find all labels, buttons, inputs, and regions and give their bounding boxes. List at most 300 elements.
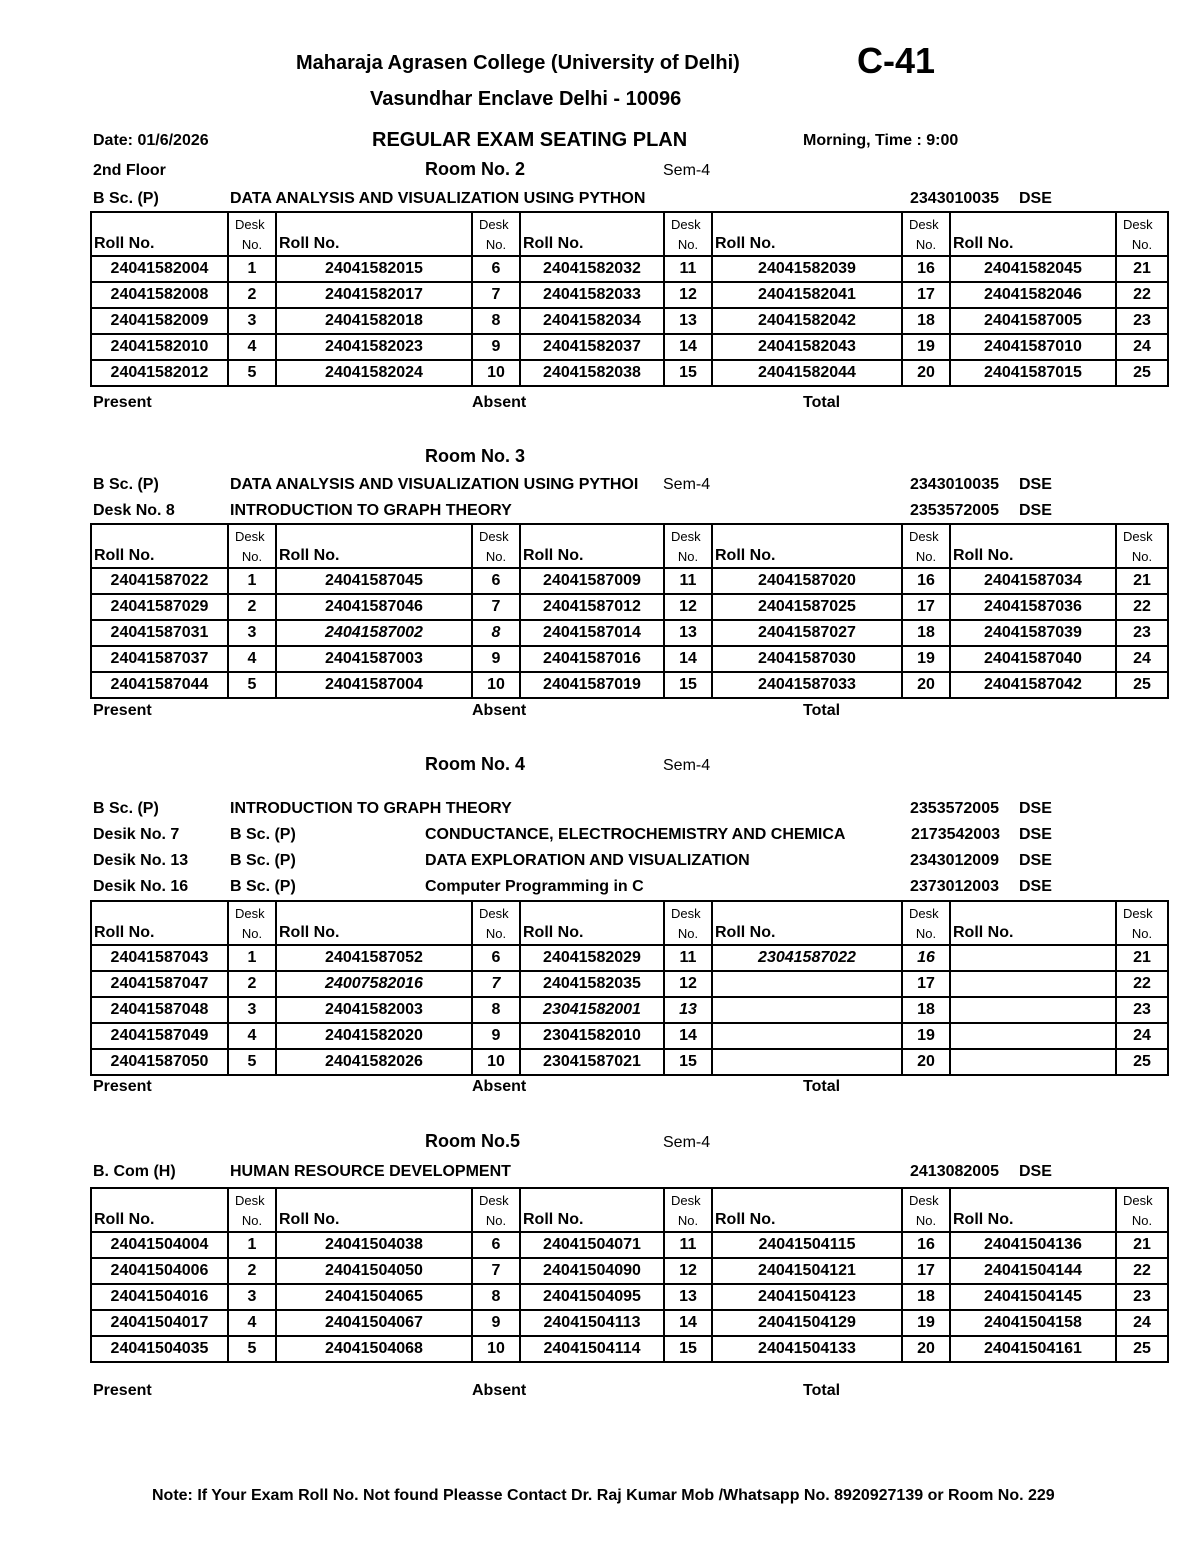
desk-number-cell: 1 bbox=[228, 568, 276, 594]
desk-number-cell: 2 bbox=[228, 594, 276, 620]
table-row bbox=[91, 308, 1168, 334]
roll-number-cell: 24041587029 bbox=[91, 594, 228, 620]
desk-number-cell: 10 bbox=[472, 360, 520, 386]
roll-number-cell bbox=[712, 1049, 902, 1075]
roll-number-cell: 24041587002 bbox=[276, 620, 472, 646]
course-program: B Sc. (P) bbox=[93, 476, 159, 493]
desk-number-cell: 6 bbox=[472, 1232, 520, 1258]
course-code: 2173542003 bbox=[911, 826, 1000, 843]
desk-header-bottom: No. bbox=[677, 926, 699, 941]
desk-header-bottom: No. bbox=[915, 926, 937, 941]
roll-number-cell: 24041587003 bbox=[276, 646, 472, 672]
desk-no-header bbox=[228, 901, 276, 945]
desk-number-cell: 18 bbox=[902, 1284, 950, 1310]
seating-table bbox=[90, 211, 1169, 387]
roll-number-cell: 24041587034 bbox=[950, 568, 1116, 594]
roll-number-cell: 24041587031 bbox=[91, 620, 228, 646]
desk-number-cell: 22 bbox=[1116, 971, 1168, 997]
desk-number-cell: 13 bbox=[664, 620, 712, 646]
table-row bbox=[91, 997, 1168, 1023]
desk-number-cell: 19 bbox=[902, 1023, 950, 1049]
roll-number-cell: 24041582045 bbox=[950, 256, 1116, 282]
roll-number-cell: 24041504071 bbox=[520, 1232, 664, 1258]
course-code: 2343010035 bbox=[910, 476, 999, 493]
semester-label: Sem-4 bbox=[663, 757, 711, 774]
present-label: Present bbox=[93, 394, 152, 411]
desk-number-cell: 14 bbox=[664, 646, 712, 672]
roll-number-cell: 24041582039 bbox=[712, 256, 902, 282]
desk-no-header bbox=[472, 524, 520, 568]
total-label: Total bbox=[803, 394, 841, 411]
roll-number-cell: 24041504068 bbox=[276, 1336, 472, 1362]
course-code: 2353572005 bbox=[910, 502, 999, 519]
course-title: Computer Programming in C bbox=[425, 878, 644, 895]
table-row bbox=[91, 620, 1168, 646]
desk-number-cell: 20 bbox=[902, 1049, 950, 1075]
course-desk: Desik No. 16 bbox=[93, 878, 189, 895]
course-type: DSE bbox=[1019, 800, 1052, 817]
roll-number-cell: 24041587046 bbox=[276, 594, 472, 620]
desk-number-cell: 15 bbox=[664, 672, 712, 698]
desk-number-cell: 7 bbox=[472, 1258, 520, 1284]
desk-number-cell: 7 bbox=[472, 971, 520, 997]
desk-header-top: Desk bbox=[1123, 217, 1153, 232]
roll-number-cell: 24041504004 bbox=[91, 1232, 228, 1258]
course-program: B Sc. (P) bbox=[93, 190, 159, 207]
roll-number-cell: 23041587022 bbox=[712, 945, 902, 971]
roll-no-header: Roll No. bbox=[91, 901, 228, 945]
desk-header-top: Desk bbox=[909, 529, 939, 544]
roll-number-cell: 24041582029 bbox=[520, 945, 664, 971]
desk-number-cell: 8 bbox=[472, 1284, 520, 1310]
desk-no-header bbox=[228, 524, 276, 568]
course-program: B Sc. (P) bbox=[230, 826, 296, 843]
desk-number-cell: 25 bbox=[1116, 1049, 1168, 1075]
roll-number-cell: 24041582042 bbox=[712, 308, 902, 334]
course-type: DSE bbox=[1019, 826, 1052, 843]
desk-no-header bbox=[902, 901, 950, 945]
desk-number-cell: 18 bbox=[902, 308, 950, 334]
desk-no-header bbox=[472, 1188, 520, 1232]
desk-number-cell: 23 bbox=[1116, 997, 1168, 1023]
seating-table bbox=[90, 1187, 1169, 1363]
roll-number-cell: 24007582016 bbox=[276, 971, 472, 997]
desk-number-cell: 16 bbox=[902, 1232, 950, 1258]
desk-number-cell: 8 bbox=[472, 997, 520, 1023]
desk-number-cell: 11 bbox=[664, 1232, 712, 1258]
roll-number-cell: 24041587022 bbox=[91, 568, 228, 594]
desk-number-cell: 8 bbox=[472, 620, 520, 646]
plan-title: REGULAR EXAM SEATING PLAN bbox=[372, 129, 688, 151]
desk-number-cell: 1 bbox=[228, 1232, 276, 1258]
desk-header-bottom: No. bbox=[1131, 1213, 1153, 1228]
roll-no-header: Roll No. bbox=[712, 901, 902, 945]
desk-header-bottom: No. bbox=[915, 1213, 937, 1228]
course-type: DSE bbox=[1019, 502, 1052, 519]
desk-header-top: Desk bbox=[235, 217, 265, 232]
centre-code: C-41 bbox=[857, 40, 936, 81]
desk-number-cell: 16 bbox=[902, 945, 950, 971]
roll-number-cell: 23041582001 bbox=[520, 997, 664, 1023]
table-row bbox=[91, 945, 1168, 971]
roll-number-cell: 24041504158 bbox=[950, 1310, 1116, 1336]
desk-number-cell: 20 bbox=[902, 1336, 950, 1362]
roll-number-cell: 24041504017 bbox=[91, 1310, 228, 1336]
roll-number-cell bbox=[712, 997, 902, 1023]
desk-number-cell: 12 bbox=[664, 1258, 712, 1284]
roll-no-header: Roll No. bbox=[712, 1188, 902, 1232]
course-title: DATA ANALYSIS AND VISUALIZATION USING PYTHOI bbox=[230, 476, 639, 493]
roll-number-cell: 24041587049 bbox=[91, 1023, 228, 1049]
desk-number-cell: 24 bbox=[1116, 1310, 1168, 1336]
desk-number-cell: 5 bbox=[228, 672, 276, 698]
course-type: DSE bbox=[1019, 852, 1052, 869]
roll-number-cell: 24041582010 bbox=[91, 334, 228, 360]
desk-header-top: Desk bbox=[479, 906, 509, 921]
desk-number-cell: 2 bbox=[228, 971, 276, 997]
roll-number-cell: 24041582041 bbox=[712, 282, 902, 308]
roll-number-cell: 24041587042 bbox=[950, 672, 1116, 698]
desk-no-header bbox=[228, 1188, 276, 1232]
roll-number-cell: 24041504145 bbox=[950, 1284, 1116, 1310]
roll-number-cell bbox=[950, 971, 1116, 997]
course-title: INTRODUCTION TO GRAPH THEORY bbox=[230, 502, 512, 519]
desk-header-bottom: No. bbox=[677, 549, 699, 564]
roll-number-cell: 24041582038 bbox=[520, 360, 664, 386]
roll-number-cell: 24041587045 bbox=[276, 568, 472, 594]
roll-number-cell: 24041504050 bbox=[276, 1258, 472, 1284]
desk-no-header bbox=[902, 1188, 950, 1232]
roll-no-header: Roll No. bbox=[950, 524, 1116, 568]
desk-number-cell: 24 bbox=[1116, 334, 1168, 360]
roll-number-cell: 24041587020 bbox=[712, 568, 902, 594]
table-row bbox=[91, 256, 1168, 282]
desk-header-top: Desk bbox=[909, 906, 939, 921]
course-code: 2413082005 bbox=[910, 1163, 999, 1180]
roll-number-cell: 24041587047 bbox=[91, 971, 228, 997]
roll-number-cell: 24041587036 bbox=[950, 594, 1116, 620]
course-desk: Desik No. 7 bbox=[93, 826, 180, 843]
roll-number-cell: 24041504144 bbox=[950, 1258, 1116, 1284]
roll-number-cell: 24041587040 bbox=[950, 646, 1116, 672]
desk-number-cell: 15 bbox=[664, 360, 712, 386]
desk-number-cell: 13 bbox=[664, 1284, 712, 1310]
table-row bbox=[91, 334, 1168, 360]
roll-number-cell: 24041582043 bbox=[712, 334, 902, 360]
roll-no-header: Roll No. bbox=[712, 212, 902, 256]
desk-number-cell: 25 bbox=[1116, 672, 1168, 698]
desk-number-cell: 13 bbox=[664, 997, 712, 1023]
course-type: DSE bbox=[1019, 476, 1052, 493]
room-title: Room No. 4 bbox=[425, 754, 526, 774]
desk-header-top: Desk bbox=[1123, 529, 1153, 544]
desk-number-cell: 12 bbox=[664, 594, 712, 620]
roll-no-header: Roll No. bbox=[950, 1188, 1116, 1232]
course-code: 2343010035 bbox=[910, 190, 999, 207]
table-row bbox=[91, 1232, 1168, 1258]
course-title: CONDUCTANCE, ELECTROCHEMISTRY AND CHEMICA bbox=[425, 826, 846, 843]
desk-number-cell: 18 bbox=[902, 997, 950, 1023]
desk-number-cell: 18 bbox=[902, 620, 950, 646]
desk-no-header bbox=[664, 212, 712, 256]
roll-no-header: Roll No. bbox=[276, 901, 472, 945]
session-time: Morning, Time : 9:00 bbox=[803, 132, 959, 149]
desk-header-bottom: No. bbox=[241, 237, 263, 252]
roll-number-cell: 24041587016 bbox=[520, 646, 664, 672]
course-title: DATA EXPLORATION AND VISUALIZATION bbox=[425, 852, 750, 869]
desk-number-cell: 17 bbox=[902, 971, 950, 997]
roll-number-cell: 24041582024 bbox=[276, 360, 472, 386]
desk-number-cell: 2 bbox=[228, 1258, 276, 1284]
roll-number-cell: 24041582008 bbox=[91, 282, 228, 308]
desk-header-top: Desk bbox=[909, 1193, 939, 1208]
desk-number-cell: 10 bbox=[472, 1336, 520, 1362]
semester-label: Sem-4 bbox=[663, 1134, 711, 1151]
desk-number-cell: 15 bbox=[664, 1336, 712, 1362]
roll-number-cell: 24041587043 bbox=[91, 945, 228, 971]
college-name: Maharaja Agrasen College (University of Delhi) bbox=[296, 52, 740, 74]
desk-number-cell: 15 bbox=[664, 1049, 712, 1075]
desk-number-cell: 7 bbox=[472, 594, 520, 620]
desk-number-cell: 20 bbox=[902, 360, 950, 386]
desk-number-cell: 14 bbox=[664, 334, 712, 360]
desk-no-header bbox=[664, 524, 712, 568]
desk-number-cell: 4 bbox=[228, 334, 276, 360]
roll-number-cell: 24041587030 bbox=[712, 646, 902, 672]
desk-number-cell: 22 bbox=[1116, 1258, 1168, 1284]
roll-number-cell: 24041582015 bbox=[276, 256, 472, 282]
desk-header-top: Desk bbox=[671, 217, 701, 232]
roll-number-cell: 24041504065 bbox=[276, 1284, 472, 1310]
roll-number-cell bbox=[950, 945, 1116, 971]
desk-number-cell: 1 bbox=[228, 256, 276, 282]
contact-note: Note: If Your Exam Roll No. Not found Pleasse Contact Dr. Raj Kumar Mob /Whatsapp No. 8920927139 or Room No. 229 bbox=[152, 1487, 1055, 1504]
desk-number-cell: 9 bbox=[472, 334, 520, 360]
roll-number-cell: 24041582020 bbox=[276, 1023, 472, 1049]
desk-header-top: Desk bbox=[909, 217, 939, 232]
roll-number-cell: 24041587009 bbox=[520, 568, 664, 594]
table-row bbox=[91, 1023, 1168, 1049]
course-program: B Sc. (P) bbox=[230, 878, 296, 895]
roll-number-cell: 24041582037 bbox=[520, 334, 664, 360]
desk-header-bottom: No. bbox=[241, 1213, 263, 1228]
table-row bbox=[91, 1284, 1168, 1310]
desk-number-cell: 9 bbox=[472, 1023, 520, 1049]
desk-no-header bbox=[1116, 1188, 1168, 1232]
roll-number-cell: 24041582023 bbox=[276, 334, 472, 360]
roll-number-cell: 24041504038 bbox=[276, 1232, 472, 1258]
desk-number-cell: 23 bbox=[1116, 1284, 1168, 1310]
exam-date: Date: 01/6/2026 bbox=[93, 132, 209, 149]
roll-number-cell: 24041582026 bbox=[276, 1049, 472, 1075]
desk-no-header bbox=[1116, 524, 1168, 568]
desk-no-header bbox=[228, 212, 276, 256]
roll-no-header: Roll No. bbox=[276, 212, 472, 256]
roll-number-cell: 24041587019 bbox=[520, 672, 664, 698]
desk-header-top: Desk bbox=[235, 529, 265, 544]
desk-number-cell: 25 bbox=[1116, 360, 1168, 386]
desk-number-cell: 16 bbox=[902, 256, 950, 282]
roll-number-cell: 24041587004 bbox=[276, 672, 472, 698]
seating-table bbox=[90, 523, 1169, 699]
desk-number-cell: 25 bbox=[1116, 1336, 1168, 1362]
course-type: DSE bbox=[1019, 1163, 1052, 1180]
roll-no-header: Roll No. bbox=[520, 901, 664, 945]
roll-no-header: Roll No. bbox=[950, 212, 1116, 256]
desk-no-header bbox=[902, 212, 950, 256]
desk-number-cell: 17 bbox=[902, 282, 950, 308]
course-code: 2373012003 bbox=[910, 878, 999, 895]
roll-number-cell: 24041504090 bbox=[520, 1258, 664, 1284]
roll-number-cell: 24041582033 bbox=[520, 282, 664, 308]
desk-number-cell: 8 bbox=[472, 308, 520, 334]
desk-header-bottom: No. bbox=[915, 549, 937, 564]
desk-number-cell: 12 bbox=[664, 282, 712, 308]
roll-number-cell: 24041504016 bbox=[91, 1284, 228, 1310]
desk-header-top: Desk bbox=[671, 529, 701, 544]
desk-header-bottom: No. bbox=[241, 549, 263, 564]
desk-header-bottom: No. bbox=[485, 237, 507, 252]
roll-no-header: Roll No. bbox=[520, 524, 664, 568]
table-row bbox=[91, 594, 1168, 620]
present-label: Present bbox=[93, 1382, 152, 1399]
desk-number-cell: 12 bbox=[664, 971, 712, 997]
roll-number-cell: 24041504129 bbox=[712, 1310, 902, 1336]
semester-label: Sem-4 bbox=[663, 476, 711, 493]
course-type: DSE bbox=[1019, 878, 1052, 895]
desk-number-cell: 13 bbox=[664, 308, 712, 334]
table-row bbox=[91, 646, 1168, 672]
desk-number-cell: 4 bbox=[228, 1310, 276, 1336]
roll-number-cell: 24041582044 bbox=[712, 360, 902, 386]
total-label: Total bbox=[803, 1078, 841, 1095]
desk-number-cell: 9 bbox=[472, 646, 520, 672]
table-row bbox=[91, 282, 1168, 308]
desk-number-cell: 2 bbox=[228, 282, 276, 308]
desk-header-top: Desk bbox=[479, 217, 509, 232]
absent-label: Absent bbox=[472, 394, 527, 411]
roll-no-header: Roll No. bbox=[520, 1188, 664, 1232]
roll-number-cell: 24041504114 bbox=[520, 1336, 664, 1362]
desk-header-top: Desk bbox=[1123, 1193, 1153, 1208]
roll-number-cell: 24041504113 bbox=[520, 1310, 664, 1336]
desk-number-cell: 6 bbox=[472, 945, 520, 971]
desk-header-top: Desk bbox=[671, 906, 701, 921]
desk-number-cell: 5 bbox=[228, 1049, 276, 1075]
roll-number-cell: 24041587044 bbox=[91, 672, 228, 698]
table-header-row bbox=[91, 1188, 1168, 1232]
desk-number-cell: 3 bbox=[228, 997, 276, 1023]
desk-number-cell: 16 bbox=[902, 568, 950, 594]
table-header-row bbox=[91, 901, 1168, 945]
roll-number-cell: 24041587025 bbox=[712, 594, 902, 620]
table-header-row bbox=[91, 212, 1168, 256]
desk-number-cell: 21 bbox=[1116, 945, 1168, 971]
desk-number-cell: 3 bbox=[228, 308, 276, 334]
desk-number-cell: 1 bbox=[228, 945, 276, 971]
course-program: Desk No. 8 bbox=[93, 502, 175, 519]
roll-number-cell: 24041587033 bbox=[712, 672, 902, 698]
roll-no-header: Roll No. bbox=[91, 1188, 228, 1232]
table-row bbox=[91, 1258, 1168, 1284]
desk-number-cell: 20 bbox=[902, 672, 950, 698]
roll-no-header: Roll No. bbox=[91, 212, 228, 256]
course-type: DSE bbox=[1019, 190, 1052, 207]
desk-number-cell: 10 bbox=[472, 1049, 520, 1075]
room-title: Room No. 3 bbox=[425, 446, 526, 466]
roll-number-cell: 24041587048 bbox=[91, 997, 228, 1023]
seating-table bbox=[90, 900, 1169, 1076]
desk-number-cell: 19 bbox=[902, 1310, 950, 1336]
total-label: Total bbox=[803, 1382, 841, 1399]
course-program: B. Com (H) bbox=[93, 1163, 176, 1180]
college-address: Vasundhar Enclave Delhi - 10096 bbox=[370, 88, 682, 110]
roll-number-cell: 24041582003 bbox=[276, 997, 472, 1023]
table-row bbox=[91, 971, 1168, 997]
desk-number-cell: 10 bbox=[472, 672, 520, 698]
desk-number-cell: 3 bbox=[228, 620, 276, 646]
roll-number-cell: 24041587052 bbox=[276, 945, 472, 971]
floor-label: 2nd Floor bbox=[93, 162, 166, 179]
roll-number-cell: 24041587015 bbox=[950, 360, 1116, 386]
roll-no-header: Roll No. bbox=[950, 901, 1116, 945]
desk-number-cell: 11 bbox=[664, 945, 712, 971]
desk-number-cell: 21 bbox=[1116, 568, 1168, 594]
roll-number-cell: 24041582009 bbox=[91, 308, 228, 334]
total-label: Total bbox=[803, 702, 841, 719]
course-code: 2343012009 bbox=[910, 852, 999, 869]
course-program: B Sc. (P) bbox=[93, 800, 159, 817]
desk-number-cell: 22 bbox=[1116, 594, 1168, 620]
desk-header-bottom: No. bbox=[485, 1213, 507, 1228]
desk-no-header bbox=[664, 901, 712, 945]
roll-no-header: Roll No. bbox=[712, 524, 902, 568]
desk-number-cell: 5 bbox=[228, 360, 276, 386]
desk-number-cell: 21 bbox=[1116, 1232, 1168, 1258]
roll-number-cell: 24041587010 bbox=[950, 334, 1116, 360]
desk-header-top: Desk bbox=[235, 1193, 265, 1208]
absent-label: Absent bbox=[472, 1078, 527, 1095]
roll-number-cell: 24041582017 bbox=[276, 282, 472, 308]
roll-number-cell bbox=[950, 997, 1116, 1023]
desk-number-cell: 5 bbox=[228, 1336, 276, 1362]
desk-number-cell: 22 bbox=[1116, 282, 1168, 308]
desk-header-top: Desk bbox=[671, 1193, 701, 1208]
desk-number-cell: 24 bbox=[1116, 646, 1168, 672]
table-row bbox=[91, 672, 1168, 698]
desk-header-bottom: No. bbox=[677, 237, 699, 252]
roll-number-cell: 24041587005 bbox=[950, 308, 1116, 334]
table-row bbox=[91, 1049, 1168, 1075]
desk-header-bottom: No. bbox=[485, 926, 507, 941]
desk-header-bottom: No. bbox=[677, 1213, 699, 1228]
desk-number-cell: 4 bbox=[228, 1023, 276, 1049]
present-label: Present bbox=[93, 702, 152, 719]
roll-no-header: Roll No. bbox=[91, 524, 228, 568]
desk-number-cell: 19 bbox=[902, 646, 950, 672]
roll-number-cell: 23041587021 bbox=[520, 1049, 664, 1075]
desk-number-cell: 14 bbox=[664, 1310, 712, 1336]
roll-number-cell: 24041504121 bbox=[712, 1258, 902, 1284]
desk-no-header bbox=[472, 212, 520, 256]
roll-number-cell bbox=[712, 1023, 902, 1049]
roll-number-cell: 24041504006 bbox=[91, 1258, 228, 1284]
roll-number-cell: 24041504133 bbox=[712, 1336, 902, 1362]
desk-number-cell: 14 bbox=[664, 1023, 712, 1049]
desk-number-cell: 17 bbox=[902, 1258, 950, 1284]
roll-number-cell: 24041582032 bbox=[520, 256, 664, 282]
roll-number-cell: 24041582012 bbox=[91, 360, 228, 386]
